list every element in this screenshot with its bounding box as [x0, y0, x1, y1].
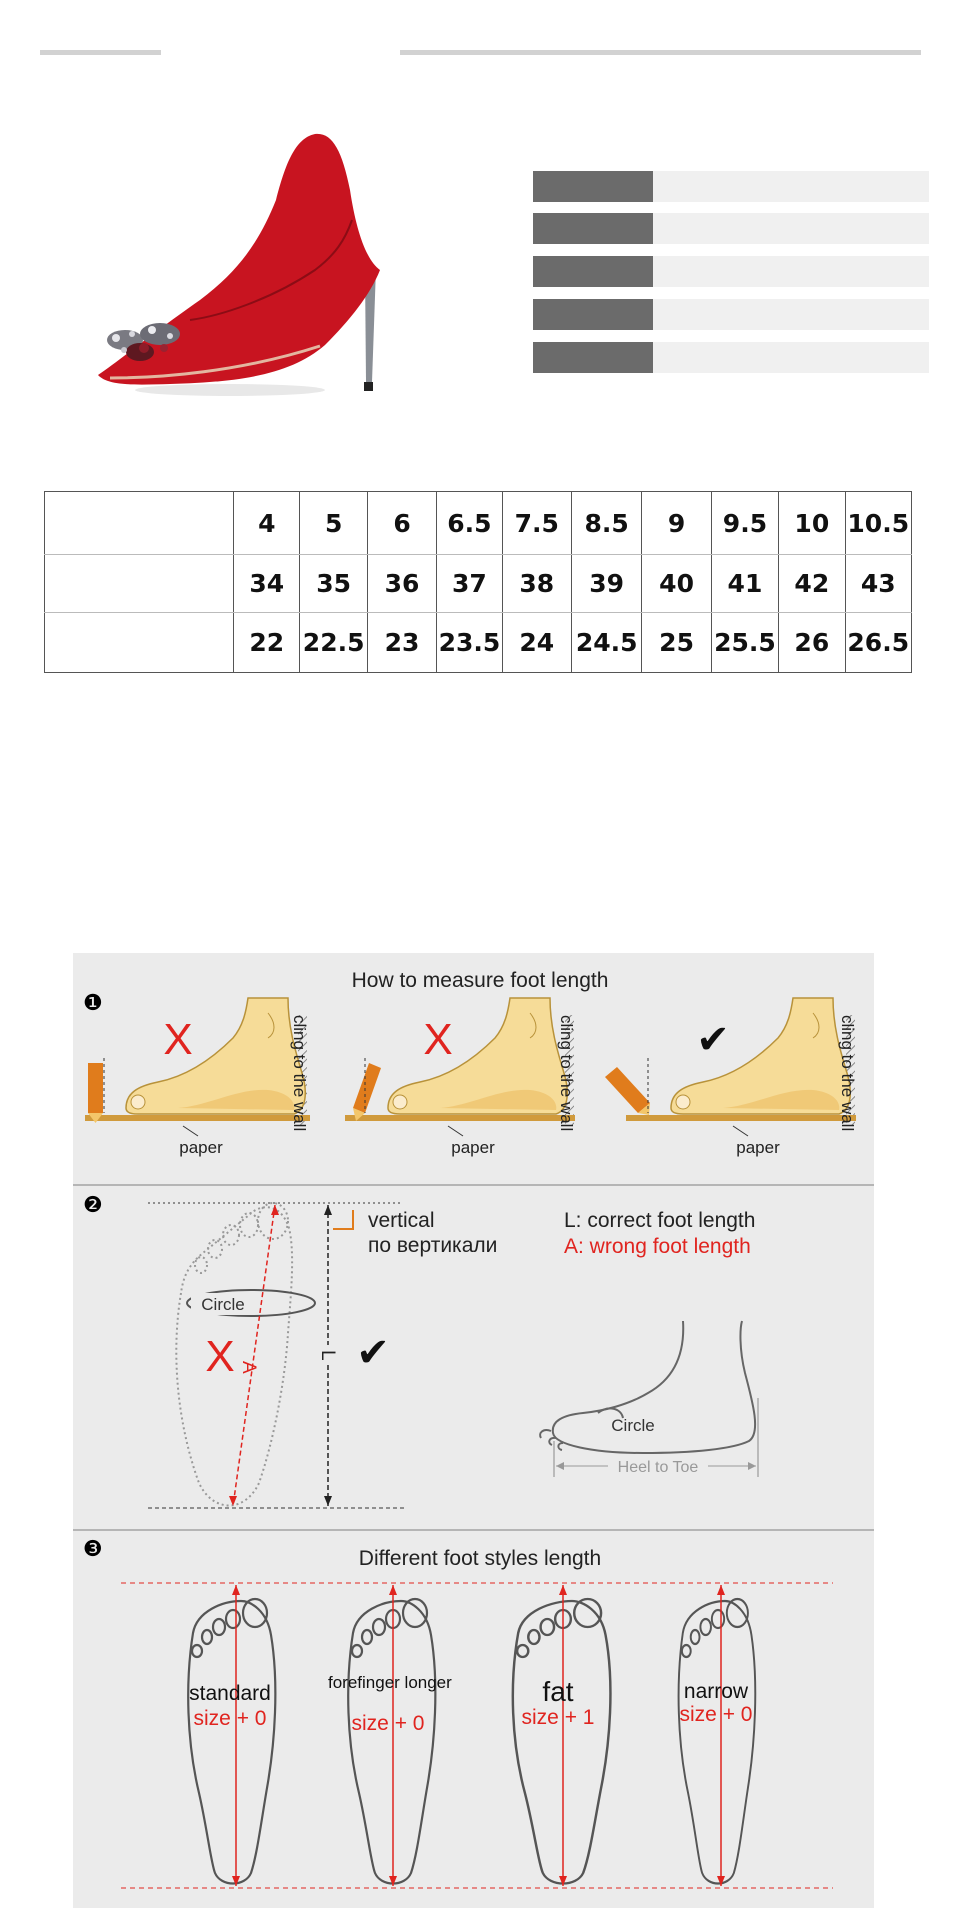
- size-cell: 25.5: [711, 613, 778, 673]
- row-label: [45, 492, 234, 555]
- wall-label: cling to the wall: [557, 1015, 576, 1132]
- foot-name: narrow: [683, 1680, 749, 1703]
- size-cell: 22.5: [300, 613, 367, 673]
- size-cell: 38: [502, 555, 571, 613]
- size-cell: 43: [845, 555, 911, 613]
- attribute-row: [533, 342, 929, 373]
- table-row: [45, 613, 912, 673]
- legend-wrong-length: A: wrong foot length: [564, 1235, 751, 1258]
- header-divider-left: [40, 50, 161, 55]
- product-image-red-pump: [80, 120, 410, 410]
- wrong-measure-line: [233, 1205, 275, 1506]
- size-cell: 10: [779, 492, 845, 555]
- paper-label: paper: [451, 1138, 495, 1157]
- header-divider-right: [400, 50, 921, 55]
- wrong-icon: X: [205, 1332, 235, 1381]
- size-cell: 9: [642, 492, 711, 555]
- attribute-label-cell: [533, 213, 653, 244]
- attribute-label-cell: [533, 299, 653, 330]
- foot-standard: [188, 1585, 275, 1886]
- wrong-icon: X: [423, 1015, 453, 1064]
- size-cell: 41: [711, 555, 778, 613]
- legend-correct-length: L: correct foot length: [564, 1209, 756, 1232]
- attribute-row: [533, 256, 929, 287]
- measure-panel-wrong-2: [345, 998, 576, 1157]
- foot-name: fat: [542, 1676, 574, 1707]
- size-cell: 4: [234, 492, 300, 555]
- foot-forefinger-longer: [323, 1585, 453, 1886]
- step-3-badge: ❸: [83, 1537, 103, 1562]
- foot-fat: [513, 1585, 611, 1886]
- size-cell: 26: [779, 613, 845, 673]
- check-icon: ✔: [696, 1017, 730, 1063]
- size-cell: 22: [234, 613, 300, 673]
- measure-guide-panel: [73, 953, 874, 1908]
- size-cell: 7.5: [502, 492, 571, 555]
- size-cell: 6.5: [437, 492, 502, 555]
- attribute-label-cell: [533, 171, 653, 202]
- measure-panel-correct: [605, 998, 857, 1157]
- size-cell: 23: [367, 613, 436, 673]
- a-length-label: A: [238, 1361, 259, 1374]
- measure-guide-illustration: [73, 953, 874, 1908]
- check-icon: ✔: [356, 1330, 390, 1376]
- wrong-icon: X: [163, 1015, 193, 1064]
- measure-panel-wrong-1: [85, 998, 310, 1157]
- foot-name: forefinger longer: [328, 1673, 452, 1692]
- foot-narrow: [679, 1585, 756, 1886]
- size-cell: 8.5: [571, 492, 641, 555]
- step-3-title: Different foot styles length: [358, 1547, 602, 1570]
- attribute-row: [533, 299, 929, 330]
- size-cell: 36: [367, 555, 436, 613]
- table-row: [45, 555, 912, 613]
- l-length-label: L: [317, 1350, 338, 1361]
- size-cell: 35: [300, 555, 367, 613]
- attribute-label-cell: [533, 256, 653, 287]
- foot-size-adjust: size + 0: [679, 1703, 753, 1726]
- circle-label: Circle: [201, 1295, 245, 1314]
- wall-label: cling to the wall: [290, 1015, 309, 1132]
- foot-size-adjust: size + 0: [193, 1707, 267, 1730]
- step-2-badge: ❷: [83, 1193, 103, 1218]
- size-cell: 39: [571, 555, 641, 613]
- foot-size-adjust: size + 1: [521, 1706, 595, 1729]
- size-cell: 10.5: [845, 492, 911, 555]
- size-cell: 9.5: [711, 492, 778, 555]
- step-1-title: How to measure foot length: [351, 969, 609, 992]
- size-cell: 34: [234, 555, 300, 613]
- side-circle-label: Circle: [611, 1416, 655, 1435]
- size-cell: 37: [437, 555, 502, 613]
- foot-name: standard: [189, 1682, 271, 1705]
- attribute-row: [533, 171, 929, 202]
- row-label: [45, 613, 234, 673]
- row-label: [45, 555, 234, 613]
- attribute-label-cell: [533, 342, 653, 373]
- size-cell: 40: [642, 555, 711, 613]
- size-cell: 24.5: [571, 613, 641, 673]
- size-cell: 25: [642, 613, 711, 673]
- size-cell: 24: [502, 613, 571, 673]
- size-cell: 6: [367, 492, 436, 555]
- step-1-badge: ❶: [83, 991, 103, 1016]
- foot-size-adjust: size + 0: [351, 1712, 425, 1735]
- size-cell: 5: [300, 492, 367, 555]
- size-chart-table: [44, 491, 912, 673]
- paper-label: paper: [736, 1138, 780, 1157]
- vertical-label-en: vertical: [368, 1209, 435, 1232]
- wall-label: cling to the wall: [838, 1015, 857, 1132]
- right-angle-mark: [333, 1210, 353, 1229]
- table-row: [45, 492, 912, 555]
- size-cell: 23.5: [437, 613, 502, 673]
- paper-label: paper: [179, 1138, 223, 1157]
- attribute-row: [533, 213, 929, 244]
- size-cell: 42: [779, 555, 845, 613]
- heel-to-toe-label: Heel to Toe: [617, 1459, 699, 1476]
- vertical-label-ru: по вертикали: [368, 1234, 498, 1257]
- size-cell: 26.5: [845, 613, 911, 673]
